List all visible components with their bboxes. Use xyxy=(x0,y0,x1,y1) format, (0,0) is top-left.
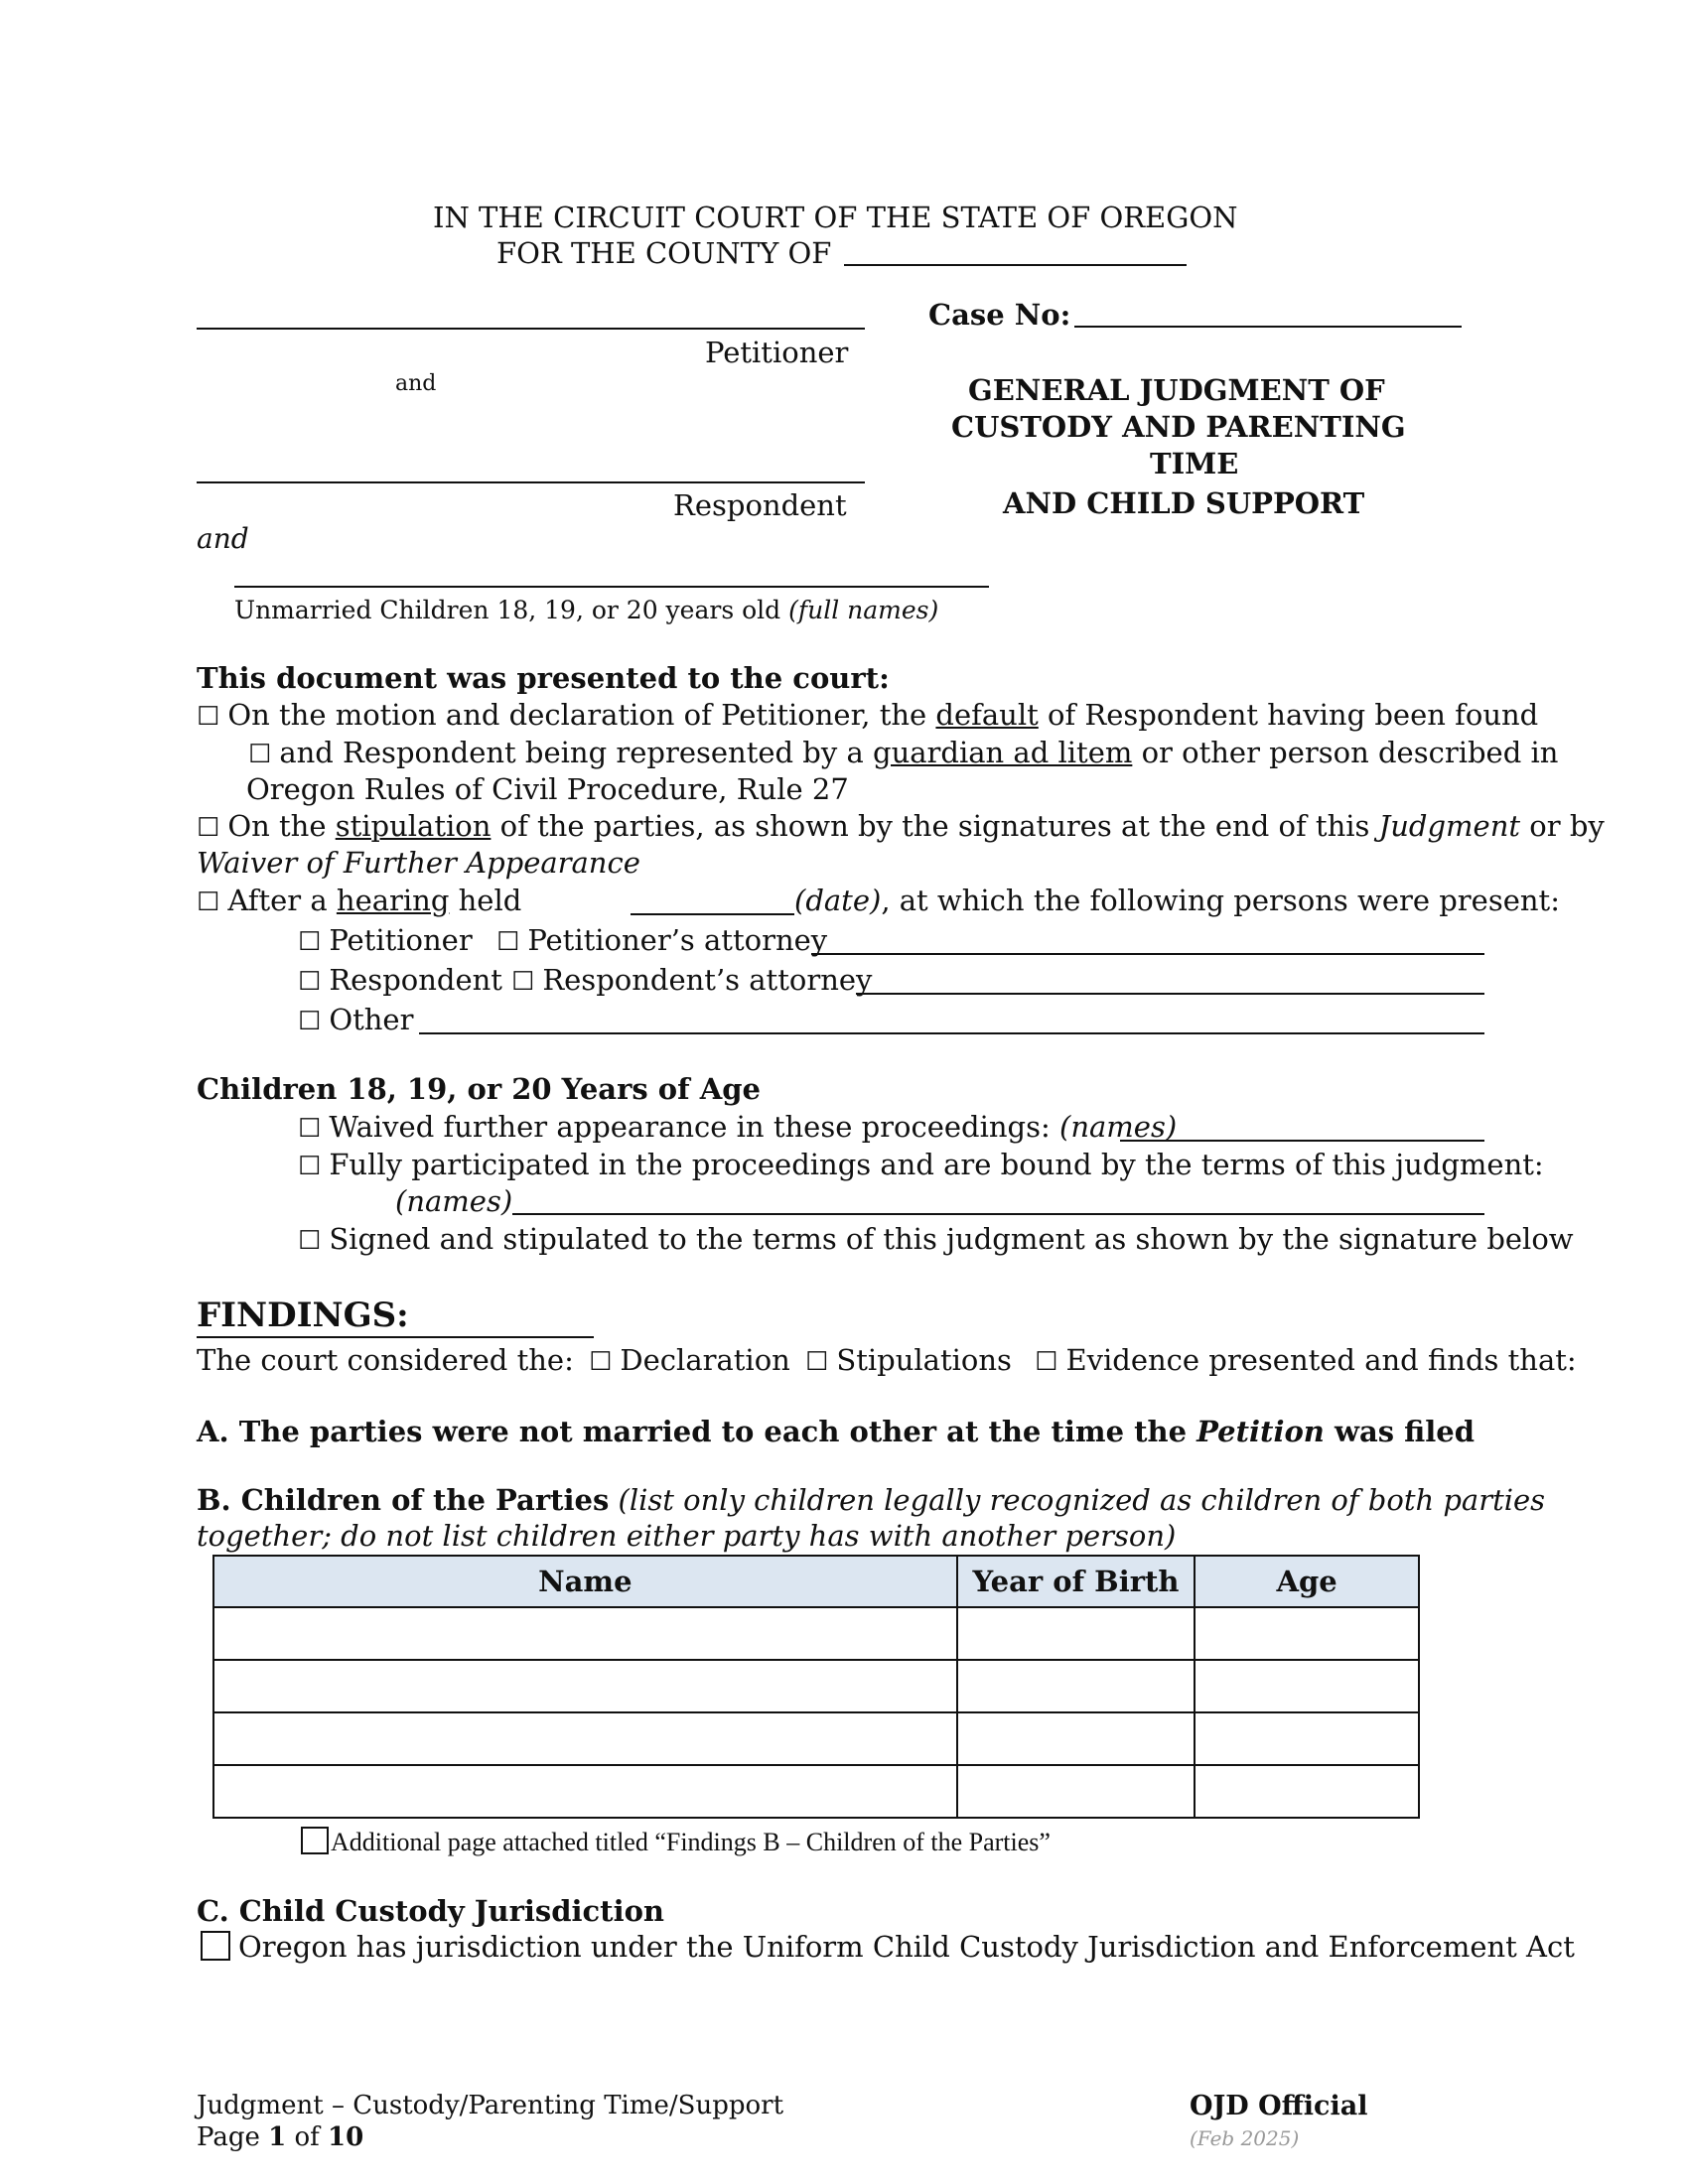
opt1-sub-c: Oregon Rules of Civil Procedure, Rule 27 xyxy=(246,772,849,806)
footer-page-prefix: Page xyxy=(197,2122,260,2152)
finding-b-note1: (list only children legally recognized as children of both parties xyxy=(618,1483,1546,1517)
present-resp-attorney-checkbox[interactable]: ☐ xyxy=(511,967,535,997)
presented-option-default[interactable] xyxy=(197,698,1538,732)
evidence-checkbox[interactable]: ☐ xyxy=(1035,1347,1058,1377)
footer-page-total: 10 xyxy=(328,2122,364,2152)
findings-considered xyxy=(197,1343,1577,1377)
children-names-blank[interactable] xyxy=(234,586,989,588)
presented-option-gal[interactable] xyxy=(248,736,1558,769)
opt1-sub-a: and Respondent being represented by a xyxy=(279,736,864,769)
name-cell[interactable] xyxy=(213,1712,957,1765)
and-label: and xyxy=(395,371,437,396)
opt2-waiver: Waiver of Further Appearance xyxy=(197,846,640,880)
present-petitioner[interactable] xyxy=(298,923,473,957)
children-label-note: (full names) xyxy=(788,596,939,624)
participated-names-blank[interactable] xyxy=(512,1213,1484,1215)
finding-c-heading: C. Child Custody Jurisdiction xyxy=(197,1894,665,1928)
present-pet-attorney[interactable] xyxy=(496,923,827,957)
signed-checkbox[interactable]: ☐ xyxy=(298,1226,322,1256)
default-checkbox[interactable]: ☐ xyxy=(197,702,220,732)
present-other[interactable] xyxy=(298,1003,413,1036)
table-row xyxy=(213,1607,1419,1660)
findings-underline xyxy=(197,1336,594,1338)
doc-title-line4: AND CHILD SUPPORT xyxy=(1003,486,1365,520)
children-label-text: Unmarried Children 18, 19, or 20 years old xyxy=(234,596,781,624)
hearing-term: hearing xyxy=(336,884,450,917)
declaration-label: Declaration xyxy=(620,1343,790,1377)
col-age-header: Age xyxy=(1195,1556,1419,1607)
waived-names-blank[interactable] xyxy=(1120,1140,1484,1142)
footer-date: (Feb 2025) xyxy=(1190,2126,1300,2150)
table-row xyxy=(213,1660,1419,1712)
col-year-header: Year of Birth xyxy=(957,1556,1196,1607)
opt2-b: of the parties, as shown by the signatures at the end of this xyxy=(499,809,1370,843)
children-waived-option[interactable] xyxy=(298,1110,1177,1144)
stipulation-checkbox[interactable]: ☐ xyxy=(197,813,220,843)
court-title-line2: FOR THE COUNTY OF xyxy=(496,236,832,270)
considered-text: The court considered the: xyxy=(197,1343,574,1377)
case-no-blank[interactable] xyxy=(1074,326,1462,328)
present-other-label: Other xyxy=(329,1003,414,1036)
respondent-label: Respondent xyxy=(673,488,847,522)
other-blank[interactable] xyxy=(419,1032,1484,1034)
children-age-heading: Children 18, 19, or 20 Years of Age xyxy=(197,1072,761,1106)
finding-c-option[interactable] xyxy=(201,1930,1575,1964)
hearing-checkbox[interactable]: ☐ xyxy=(197,887,220,917)
opt3-b: held xyxy=(458,884,522,917)
opt1-text-b: of Respondent having been found xyxy=(1038,698,1539,732)
year-cell[interactable] xyxy=(957,1712,1196,1765)
respondent-name-blank[interactable] xyxy=(197,481,865,483)
participated-names-label: (names) xyxy=(395,1184,513,1218)
doc-title-line3: TIME xyxy=(1150,447,1239,480)
opt1-sub-b: or other person described in xyxy=(1141,736,1559,769)
and-italic-label: and xyxy=(197,522,249,555)
doc-title-line1: GENERAL JUDGMENT OF xyxy=(968,373,1385,407)
petitioner-name-blank[interactable] xyxy=(197,328,865,330)
year-cell[interactable] xyxy=(957,1765,1196,1818)
stipulations-checkbox[interactable]: ☐ xyxy=(805,1347,829,1377)
children-signed-option[interactable] xyxy=(298,1222,1574,1256)
additional-page-option[interactable] xyxy=(301,1827,1051,1857)
findings-heading: FINDINGS: xyxy=(197,1296,409,1335)
present-respondent[interactable] xyxy=(298,963,502,997)
table-row xyxy=(213,1765,1419,1818)
resp-attorney-blank[interactable] xyxy=(856,993,1484,995)
present-respondent-checkbox[interactable]: ☐ xyxy=(298,967,322,997)
present-resp-attorney-label: Respondent’s attorney xyxy=(542,963,873,997)
footer-page-num: 1 xyxy=(268,2122,287,2152)
declaration-checkbox[interactable]: ☐ xyxy=(589,1347,613,1377)
waived-checkbox[interactable]: ☐ xyxy=(298,1114,322,1144)
present-resp-attorney[interactable] xyxy=(511,963,872,997)
hearing-date-note xyxy=(794,884,1560,917)
name-cell[interactable] xyxy=(213,1660,957,1712)
gal-checkbox[interactable]: ☐ xyxy=(248,740,272,769)
jurisdiction-text: Oregon has jurisdiction under the Uniform Child Custody Jurisdiction and Enforcement Act xyxy=(238,1930,1575,1964)
children-participated-option[interactable] xyxy=(298,1148,1544,1181)
waived-text: Waived further appearance in these proceedings: xyxy=(329,1110,1051,1144)
children-table xyxy=(212,1555,1420,1819)
name-cell[interactable] xyxy=(213,1607,957,1660)
year-cell[interactable] xyxy=(957,1607,1196,1660)
additional-page-text: Additional page attached titled “Findings B – Children of the Parties” xyxy=(331,1828,1051,1856)
opt1-text-a: On the motion and declaration of Petitioner, the xyxy=(227,698,927,732)
children-label xyxy=(234,596,938,624)
opt3-c: , at which the following persons were present: xyxy=(881,884,1560,917)
hearing-date-blank[interactable] xyxy=(631,913,794,915)
waived-names-label: (names) xyxy=(1059,1110,1178,1144)
children-table-header xyxy=(213,1556,1419,1607)
presented-option-hearing[interactable] xyxy=(197,884,521,917)
footer-official: OJD Official xyxy=(1190,2091,1368,2121)
footer-page xyxy=(197,2122,363,2152)
finding-a xyxy=(197,1415,1475,1448)
age-cell[interactable] xyxy=(1195,1660,1419,1712)
participated-checkbox[interactable]: ☐ xyxy=(298,1152,322,1181)
col-name-header: Name xyxy=(213,1556,957,1607)
year-cell[interactable] xyxy=(957,1660,1196,1712)
age-cell[interactable] xyxy=(1195,1765,1419,1818)
stipulation-term: stipulation xyxy=(335,809,492,843)
age-cell[interactable] xyxy=(1195,1712,1419,1765)
table-row xyxy=(213,1712,1419,1765)
age-cell[interactable] xyxy=(1195,1607,1419,1660)
evidence-label: Evidence presented and finds that: xyxy=(1065,1343,1577,1377)
petitioner-label: Petitioner xyxy=(705,336,849,369)
presented-heading: This document was presented to the court: xyxy=(197,661,890,695)
present-pet-attorney-label: Petitioner’s attorney xyxy=(527,923,828,957)
finding-a-label: A. xyxy=(197,1415,229,1448)
pet-attorney-blank[interactable] xyxy=(811,953,1484,955)
opt2-c: or by xyxy=(1529,809,1605,843)
default-term: default xyxy=(935,698,1039,732)
present-respondent-label: Respondent xyxy=(329,963,502,997)
footer-title: Judgment – Custody/Parenting Time/Support xyxy=(197,2091,784,2120)
finding-b-heading: B. Children of the Parties xyxy=(197,1483,610,1517)
present-petitioner-label: Petitioner xyxy=(329,923,473,957)
footer-page-of: of xyxy=(294,2122,320,2152)
doc-title-line2: CUSTODY AND PARENTING xyxy=(951,410,1406,444)
date-italic: (date) xyxy=(794,884,882,917)
stipulations-label: Stipulations xyxy=(836,1343,1012,1377)
jurisdiction-checkbox[interactable] xyxy=(201,1931,230,1961)
present-pet-attorney-checkbox[interactable]: ☐ xyxy=(496,927,520,957)
additional-page-checkbox[interactable] xyxy=(301,1827,329,1854)
participated-text: Fully participated in the proceedings and are bound by the terms of this judgment: xyxy=(329,1148,1544,1181)
finding-b-note2: together; do not list children either party has with another person) xyxy=(197,1519,1177,1553)
signed-text: Signed and stipulated to the terms of this judgment as shown by the signature below xyxy=(329,1222,1574,1256)
finding-b-line1 xyxy=(197,1483,1545,1517)
present-petitioner-checkbox[interactable]: ☐ xyxy=(298,927,322,957)
finding-a-text2: was filed xyxy=(1335,1415,1476,1448)
opt3-a: After a xyxy=(227,884,328,917)
finding-a-petition: Petition xyxy=(1196,1415,1325,1448)
presented-option-stipulation[interactable] xyxy=(197,809,1605,843)
gal-term: guardian ad litem xyxy=(873,736,1133,769)
court-title-line1: IN THE CIRCUIT COURT OF THE STATE OF OREGON xyxy=(433,201,1238,234)
present-other-checkbox[interactable]: ☐ xyxy=(298,1007,322,1036)
opt2-judgment: Judgment xyxy=(1378,809,1521,843)
opt2-a: On the xyxy=(227,809,327,843)
case-no-label: Case No: xyxy=(928,298,1071,332)
county-blank[interactable] xyxy=(844,264,1187,266)
name-cell[interactable] xyxy=(213,1765,957,1818)
finding-a-text1: The parties were not married to each other at the time the xyxy=(238,1415,1188,1448)
